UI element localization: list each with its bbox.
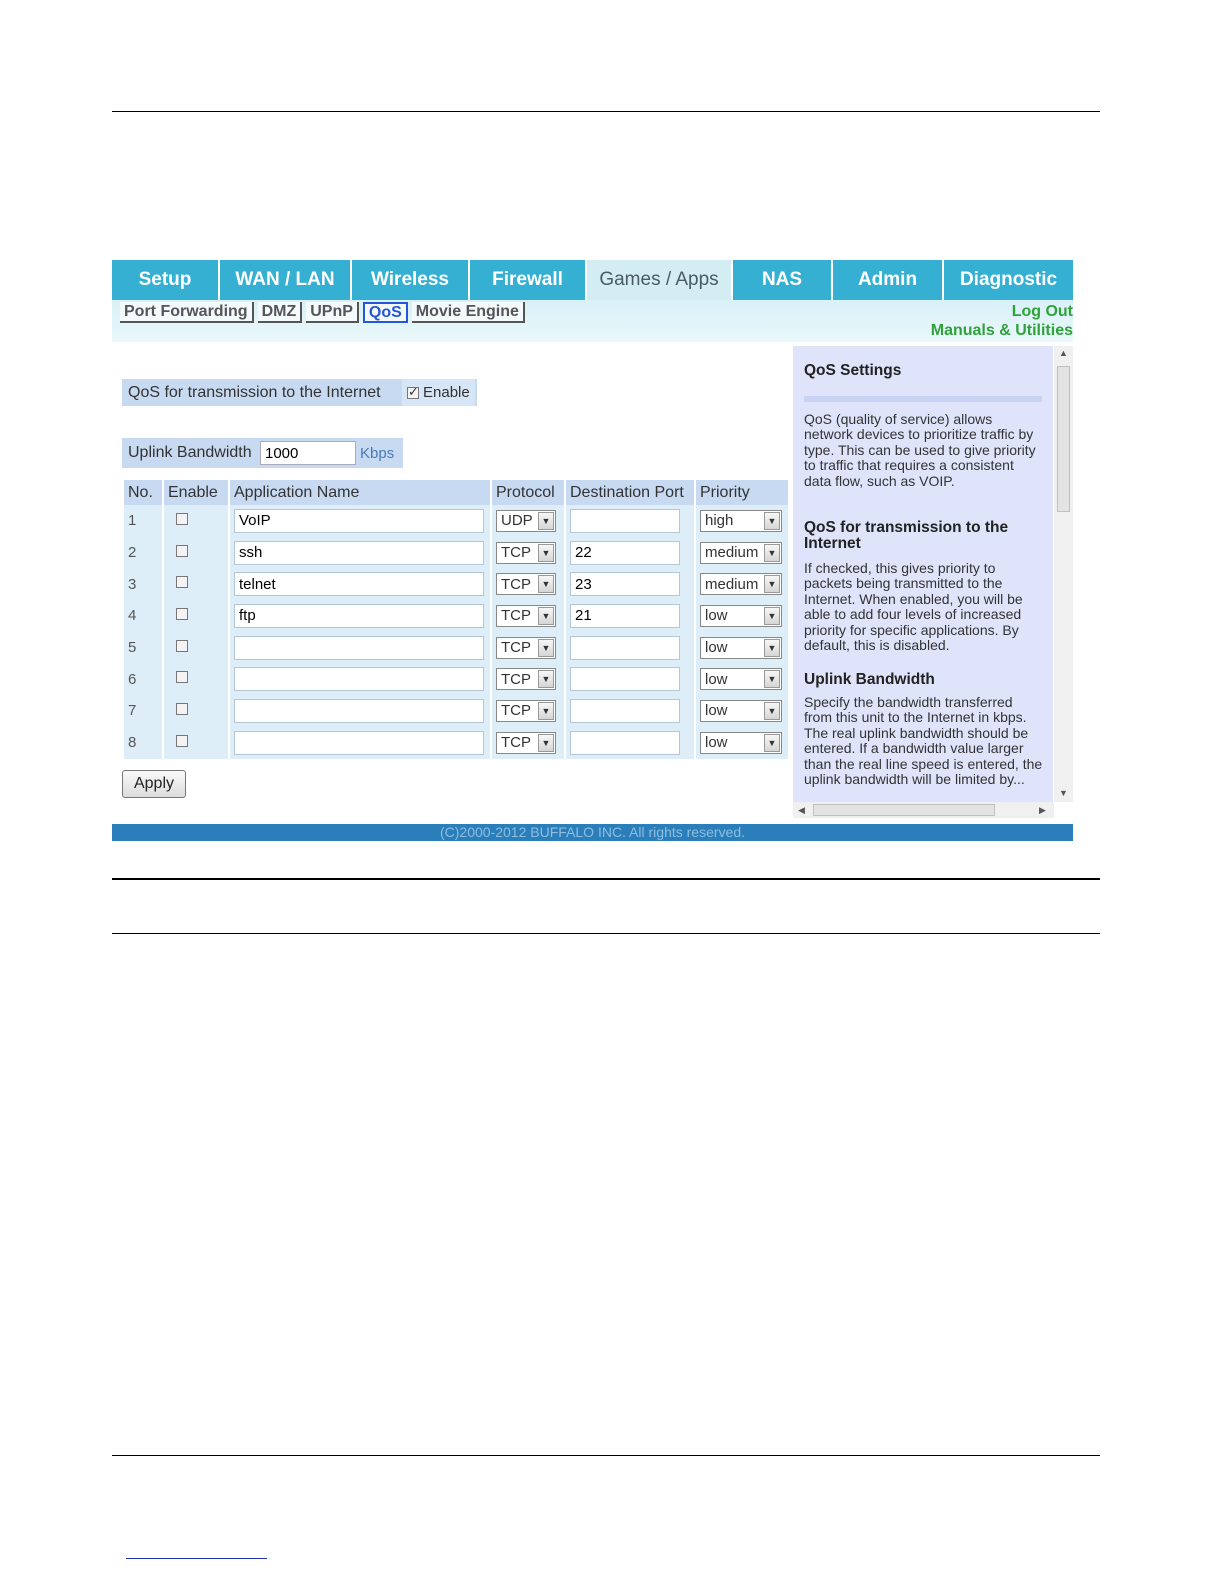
- table-row: [124, 727, 788, 759]
- row-priority-cell: [696, 663, 788, 695]
- chevron-down-icon: ▼: [764, 575, 780, 593]
- scroll-left-arrow-icon[interactable]: ◀: [798, 805, 805, 815]
- subtab-movie-engine[interactable]: Movie Engine: [412, 302, 525, 323]
- protocol-value: TCP: [501, 639, 531, 657]
- row-enable-cell: [164, 568, 228, 600]
- protocol-select[interactable]: [496, 637, 556, 659]
- row-port-cell: [566, 600, 694, 632]
- priority-value: low: [705, 607, 728, 625]
- row-protocol-cell: [492, 568, 564, 600]
- chevron-down-icon: ▼: [538, 544, 554, 562]
- col-header-protocol: Protocol: [492, 480, 564, 505]
- priority-select[interactable]: [700, 732, 782, 754]
- tab-wan-lan[interactable]: WAN / LAN: [220, 260, 352, 300]
- row-number: 5: [124, 632, 162, 664]
- col-header-application-name: Application Name: [230, 480, 490, 505]
- tab-wireless[interactable]: Wireless: [352, 260, 470, 300]
- tab-firewall[interactable]: Firewall: [470, 260, 587, 300]
- row-protocol-cell: [492, 505, 564, 537]
- row-priority-cell: [696, 568, 788, 600]
- row-priority-cell: [696, 727, 788, 759]
- row-priority-cell: [696, 632, 788, 664]
- row-app-name-cell: [230, 537, 490, 569]
- chevron-down-icon: ▼: [538, 607, 554, 625]
- help-vertical-scroll-thumb[interactable]: [1057, 366, 1070, 512]
- row-port-cell: [566, 663, 694, 695]
- priority-value: medium: [705, 575, 759, 593]
- destination-port-input[interactable]: [570, 667, 680, 691]
- destination-port-input[interactable]: [570, 509, 680, 533]
- chevron-down-icon: ▼: [538, 702, 554, 720]
- help-intro: QoS (quality of service) allows network devices to prioritize traffic by type. This can be used to give priority to traffic that requires a consistent data flow, such as VOIP.: [804, 411, 1036, 489]
- scroll-down-arrow-icon[interactable]: ▼: [1059, 788, 1068, 798]
- priority-select[interactable]: [700, 668, 782, 690]
- row-port-cell: [566, 568, 694, 600]
- manuals-utilities-link[interactable]: Manuals & Utilities: [930, 322, 1073, 339]
- table-row: [124, 568, 788, 600]
- chevron-down-icon: ▼: [538, 670, 554, 688]
- scroll-right-arrow-icon[interactable]: ▶: [1039, 805, 1046, 815]
- protocol-value: UDP: [501, 512, 533, 530]
- col-header-no: No.: [124, 480, 162, 505]
- row-app-name-cell: [230, 663, 490, 695]
- row-app-name-cell: [230, 695, 490, 727]
- priority-select[interactable]: [700, 573, 782, 595]
- priority-value: high: [705, 512, 734, 530]
- application-name-input[interactable]: [234, 604, 484, 628]
- col-header-destination-port: Destination Port: [566, 480, 694, 505]
- protocol-select[interactable]: [496, 510, 556, 532]
- row-enable-cell: [164, 727, 228, 759]
- qos-transmission-label: QoS for transmission to the Internet: [128, 383, 381, 401]
- row-protocol-cell: [492, 600, 564, 632]
- row-protocol-cell: [492, 537, 564, 569]
- row-priority-cell: [696, 537, 788, 569]
- application-name-input[interactable]: [234, 667, 484, 691]
- help-section1-text: If checked, this gives priority to packets being transmitted to the Internet. When enabled, you will be able to add four levels of increased priority for specific applications. By default, this is disabled.: [804, 560, 1023, 654]
- row-protocol-cell: [492, 727, 564, 759]
- protocol-select[interactable]: [496, 605, 556, 627]
- protocol-select[interactable]: [496, 542, 556, 564]
- help-section1-title: QoS for transmission to the Internet: [804, 519, 1009, 552]
- application-name-input[interactable]: [234, 541, 484, 565]
- main-nav: [112, 260, 1073, 300]
- help-section2-title: Uplink Bandwidth: [804, 671, 935, 688]
- destination-port-input[interactable]: [570, 636, 680, 660]
- chevron-down-icon: ▼: [764, 734, 780, 752]
- row-protocol-cell: [492, 632, 564, 664]
- qos-enable-checkbox[interactable]: [407, 387, 419, 399]
- table-row: [124, 600, 788, 632]
- row-port-cell: [566, 505, 694, 537]
- col-header-priority: Priority: [696, 480, 788, 505]
- page-rule-bottom: [112, 1455, 1100, 1456]
- protocol-select[interactable]: [496, 668, 556, 690]
- row-enable-cell: [164, 663, 228, 695]
- row-protocol-cell: [492, 663, 564, 695]
- subtab-upnp[interactable]: UPnP: [306, 302, 359, 323]
- sub-nav: [112, 300, 1073, 342]
- row-app-name-cell: [230, 505, 490, 537]
- tab-games-apps[interactable]: Games / Apps: [587, 260, 733, 300]
- application-name-input[interactable]: [234, 509, 484, 533]
- destination-port-input[interactable]: [570, 572, 680, 596]
- uplink-bandwidth-row: [122, 438, 403, 468]
- row-app-name-cell: [230, 568, 490, 600]
- chevron-down-icon: ▼: [538, 512, 554, 530]
- priority-select[interactable]: [700, 637, 782, 659]
- chevron-down-icon: ▼: [764, 670, 780, 688]
- row-priority-cell: [696, 505, 788, 537]
- row-port-cell: [566, 632, 694, 664]
- row-enable-checkbox[interactable]: [176, 545, 188, 557]
- row-number: 8: [124, 727, 162, 759]
- footer-link-underline: [126, 1558, 267, 1559]
- row-number: 4: [124, 600, 162, 632]
- sub-tabs: [120, 302, 525, 323]
- row-app-name-cell: [230, 632, 490, 664]
- row-enable-cell: [164, 600, 228, 632]
- row-number: 1: [124, 505, 162, 537]
- priority-select[interactable]: [700, 700, 782, 722]
- apply-button[interactable]: Apply: [122, 770, 186, 798]
- protocol-select[interactable]: [496, 732, 556, 754]
- priority-value: low: [705, 734, 728, 752]
- scroll-up-arrow-icon[interactable]: ▲: [1059, 348, 1068, 358]
- row-number: 7: [124, 695, 162, 727]
- destination-port-input[interactable]: [570, 541, 680, 565]
- table-row: [124, 663, 788, 695]
- page-rule-mid: [112, 933, 1100, 934]
- application-name-input[interactable]: [234, 731, 484, 755]
- chevron-down-icon: ▼: [764, 639, 780, 657]
- table-row: [124, 537, 788, 569]
- row-priority-cell: [696, 600, 788, 632]
- help-vertical-scrollbar[interactable]: [1054, 346, 1073, 802]
- row-app-name-cell: [230, 600, 490, 632]
- row-enable-checkbox[interactable]: [176, 703, 188, 715]
- subtab-port-forwarding[interactable]: Port Forwarding: [120, 302, 254, 323]
- chevron-down-icon: ▼: [764, 512, 780, 530]
- page-rule-thick: [112, 878, 1100, 880]
- protocol-select[interactable]: [496, 700, 556, 722]
- row-enable-checkbox[interactable]: [176, 671, 188, 683]
- protocol-value: TCP: [501, 575, 531, 593]
- uplink-bandwidth-input[interactable]: [260, 441, 356, 465]
- priority-select[interactable]: [700, 542, 782, 564]
- row-protocol-cell: [492, 695, 564, 727]
- destination-port-input[interactable]: [570, 604, 680, 628]
- help-divider: [804, 396, 1042, 402]
- row-number: 2: [124, 537, 162, 569]
- qos-enable-label: Enable: [423, 384, 470, 401]
- qos-form: [112, 342, 792, 822]
- priority-select[interactable]: [700, 605, 782, 627]
- row-port-cell: [566, 727, 694, 759]
- uplink-bandwidth-label: Uplink Bandwidth: [128, 444, 252, 461]
- qos-rules-table: [122, 480, 790, 759]
- help-horizontal-scroll-thumb[interactable]: [813, 804, 995, 816]
- protocol-select[interactable]: [496, 573, 556, 595]
- logout-link[interactable]: Log Out: [1011, 303, 1073, 320]
- protocol-value: TCP: [501, 544, 531, 562]
- row-priority-cell: [696, 695, 788, 727]
- col-header-enable: Enable: [164, 480, 228, 505]
- qos-enable-group: [402, 379, 475, 406]
- protocol-value: TCP: [501, 702, 531, 720]
- protocol-value: TCP: [501, 670, 531, 688]
- priority-value: medium: [705, 544, 759, 562]
- table-row: [124, 695, 788, 727]
- priority-value: low: [705, 639, 728, 657]
- destination-port-input[interactable]: [570, 699, 680, 723]
- application-name-input[interactable]: [234, 572, 484, 596]
- help-panel: [793, 342, 1073, 822]
- chevron-down-icon: ▼: [538, 734, 554, 752]
- chevron-down-icon: ▼: [764, 607, 780, 625]
- row-enable-cell: [164, 695, 228, 727]
- row-number: 3: [124, 568, 162, 600]
- row-enable-cell: [164, 505, 228, 537]
- row-port-cell: [566, 537, 694, 569]
- row-enable-checkbox[interactable]: [176, 735, 188, 747]
- row-enable-checkbox[interactable]: [176, 513, 188, 525]
- subtab-qos[interactable]: QoS: [363, 302, 408, 323]
- tab-admin[interactable]: Admin: [833, 260, 944, 300]
- destination-port-input[interactable]: [570, 731, 680, 755]
- row-enable-checkbox[interactable]: [176, 640, 188, 652]
- chevron-down-icon: ▼: [764, 544, 780, 562]
- help-horizontal-scrollbar[interactable]: [793, 802, 1054, 818]
- row-enable-cell: [164, 632, 228, 664]
- tab-diagnostic[interactable]: Diagnostic: [944, 260, 1073, 300]
- row-port-cell: [566, 695, 694, 727]
- tab-setup[interactable]: Setup: [112, 260, 220, 300]
- row-enable-checkbox[interactable]: [176, 608, 188, 620]
- router-admin-screenshot: [112, 260, 1073, 842]
- priority-select[interactable]: [700, 510, 782, 532]
- help-section2-text: Specify the bandwidth transferred from this unit to the Internet in kbps. The real uplink bandwidth should be entered. If a bandwidth value larger than the real line speed is entered, the uplink bandwidth will be limited by...: [804, 694, 1043, 788]
- row-enable-checkbox[interactable]: [176, 576, 188, 588]
- copyright-bar: (C)2000-2012 BUFFALO INC. All rights reserved.: [112, 824, 1073, 841]
- application-name-input[interactable]: [234, 636, 484, 660]
- help-title: QoS Settings: [804, 362, 902, 379]
- table-row: [124, 505, 788, 537]
- tab-nas[interactable]: NAS: [733, 260, 833, 300]
- priority-value: low: [705, 670, 728, 688]
- protocol-value: TCP: [501, 734, 531, 752]
- uplink-unit-label: Kbps: [360, 444, 395, 462]
- help-content: [793, 346, 1053, 802]
- table-row: [124, 632, 788, 664]
- qos-transmission-row: [122, 379, 477, 406]
- protocol-value: TCP: [501, 607, 531, 625]
- row-number: 6: [124, 663, 162, 695]
- priority-value: low: [705, 702, 728, 720]
- chevron-down-icon: ▼: [538, 639, 554, 657]
- chevron-down-icon: ▼: [538, 575, 554, 593]
- row-enable-cell: [164, 537, 228, 569]
- subtab-dmz[interactable]: DMZ: [258, 302, 303, 323]
- application-name-input[interactable]: [234, 699, 484, 723]
- chevron-down-icon: ▼: [764, 702, 780, 720]
- row-app-name-cell: [230, 727, 490, 759]
- page-rule-top: [112, 111, 1100, 112]
